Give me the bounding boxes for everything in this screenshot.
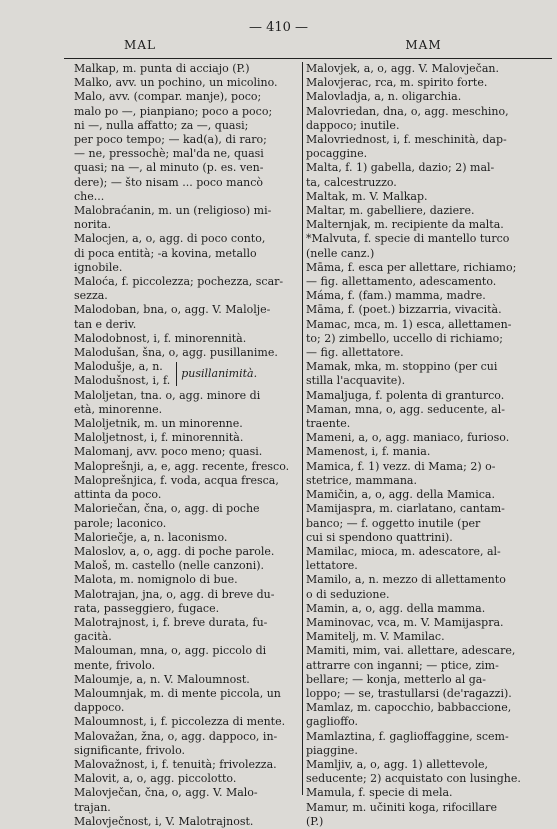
dictionary-entry	[306, 545, 552, 573]
entry-line: Mamula, f. specie di mela.	[306, 786, 453, 800]
entry-gloss: pusillanimità.	[181, 367, 258, 381]
dictionary-entry	[74, 531, 296, 545]
entry-line: Maloriečan, čna, o, agg. di poche	[74, 502, 260, 516]
entry-line: stetrice, mammana.	[306, 473, 417, 487]
dictionary-entry	[306, 431, 552, 445]
entry-line: cui si spendono quattrini).	[306, 530, 453, 544]
entry-line: Malocjen, a, o, agg. di poco conto,	[74, 232, 266, 246]
dictionary-entry	[74, 62, 296, 76]
entry-line: Malobraćanin, m. un (religioso) mi-	[74, 204, 272, 218]
dictionary-entry	[74, 431, 296, 445]
entry-line: lettatore.	[306, 559, 358, 573]
left-guide-word: MAL	[124, 38, 156, 52]
dictionary-entry	[74, 715, 296, 729]
entry-line: Maloumnost, i, f. piccolezza di mente.	[74, 715, 286, 729]
entry-line: Malota, m. nomignolo di bue.	[74, 573, 238, 587]
entry-line: (P.)	[306, 814, 324, 828]
entry-line: mente, frivolo.	[74, 658, 156, 672]
entry-line: traente.	[306, 417, 351, 431]
entry-line: Māma, f. esca per allettare, richiamo;	[306, 260, 517, 274]
entry-line: Malotrajnost, i, f. breve durata, fu-	[74, 615, 268, 629]
dictionary-entry	[306, 801, 552, 829]
dictionary-entry	[306, 758, 552, 786]
dictionary-entry	[306, 502, 552, 545]
entry-line: — fig. allettatore.	[306, 346, 404, 360]
entry-line: gaglioffo.	[306, 715, 359, 729]
entry-line: Mamenost, i, f. mania.	[306, 445, 431, 459]
entry-line: Mamak, mka, m. stoppino (per cui	[306, 360, 498, 374]
dictionary-entry	[306, 360, 552, 388]
dictionary-entry	[306, 786, 552, 800]
dictionary-entry	[306, 730, 552, 758]
entry-line: Mamilo, a, n. mezzo di allettamento	[306, 573, 506, 587]
dictionary-entry	[74, 360, 296, 388]
entry-line: Malotrajan, jna, o, agg. di breve du-	[74, 587, 275, 601]
entry-line: per poco tempo; — kad(a), di raro;	[74, 133, 267, 147]
dictionary-entry	[74, 786, 296, 814]
entry-line: Mamičin, a, o, agg. della Mamica.	[306, 488, 495, 502]
entry-line: Mamac, mca, m. 1) esca, allettamen-	[306, 317, 512, 331]
entry-line: — fig. allettamento, adescamento.	[306, 275, 497, 289]
entry-line: bellare; — konja, metterlo al ga-	[306, 672, 487, 686]
right-column	[306, 62, 552, 829]
entry-line: ignobile.	[74, 260, 123, 274]
dictionary-entry	[306, 161, 552, 189]
page-header	[0, 20, 557, 56]
entry-line: banco; — f. oggetto inutile (per	[306, 516, 481, 530]
dictionary-entry	[74, 417, 296, 431]
entry-line: che...	[74, 189, 105, 203]
entry-line: Mameni, a, o, agg. maniaco, furioso.	[306, 431, 510, 445]
entry-line: Maltak, m. V. Malkap.	[306, 189, 428, 203]
entry-line: stilla l'acquavite).	[306, 374, 406, 388]
page-number: — 410 —	[248, 20, 309, 35]
entry-line: Mamin, a, o, agg. della mamma.	[306, 601, 486, 615]
entry-line: significante, frivolo.	[74, 743, 185, 757]
entry-line: Malovjek, a, o, agg. V. Malovječan.	[306, 62, 499, 75]
dictionary-entry	[74, 303, 296, 331]
entry-line: Māma, f. (poet.) bizzarria, vivacità.	[306, 303, 502, 317]
dictionary-entry	[74, 502, 296, 530]
dictionary-entry	[306, 616, 552, 630]
entry-line: dappoco.	[74, 701, 125, 715]
entry-line: Malovječan, čna, o, agg. V. Malo-	[74, 786, 258, 800]
entry-line: di poca entità; -a kovina, metallo	[74, 246, 257, 260]
entry-line: trajan.	[74, 800, 111, 814]
entry-line: Mamljiv, a, o, agg. 1) allettevole,	[306, 757, 489, 771]
entry-line: loppo; — se, trastullarsi (de'ragazzi).	[306, 686, 512, 700]
dictionary-entry	[74, 460, 296, 474]
dictionary-entry	[74, 204, 296, 232]
dictionary-entry	[306, 62, 552, 76]
entry-line: Mamijaspra, m. ciarlatano, cantam-	[306, 502, 505, 516]
dictionary-entry	[306, 488, 552, 502]
entry-line: Malodobnost, i, f. minorennità.	[74, 331, 247, 345]
entry-line: Mamitelj, m. V. Mamilac.	[306, 630, 445, 644]
entry-line: Mamlaztina, f. gaglioffaggine, scem-	[306, 729, 509, 743]
entry-line: norita.	[74, 218, 111, 232]
entry-line: ta, calcestruzzo.	[306, 175, 397, 189]
entry-line: Maminovac, vca, m. V. Mamijaspra.	[306, 615, 504, 629]
dictionary-entry	[306, 90, 552, 104]
entry-line: malo po —, pianpiano; poco a poco;	[74, 104, 273, 118]
dictionary-entry	[306, 644, 552, 701]
dictionary-entry	[74, 332, 296, 346]
entry-line: Maman, mna, o, agg. seducente, al-	[306, 402, 505, 416]
entry-line: Mamaljuga, f. polenta di granturco.	[306, 388, 505, 402]
dictionary-entry	[74, 616, 296, 644]
entry-line: Mamiti, mim, vai. allettare, adescare,	[306, 644, 516, 658]
dictionary-entry	[74, 772, 296, 786]
entry-line: Malodoban, bna, o, agg. V. Malolje-	[74, 303, 271, 317]
dictionary-entry	[74, 90, 296, 204]
entry-line: Malodušje, a, n.	[74, 360, 163, 374]
entry-line: Malomanj, avv. poco meno; quasi.	[74, 445, 263, 459]
dictionary-entry	[306, 573, 552, 601]
dictionary-entry	[306, 303, 552, 317]
dictionary-entry	[74, 730, 296, 758]
dictionary-entry	[74, 815, 296, 829]
dictionary-entry	[74, 588, 296, 616]
entry-line: Maloslov, a, o, agg. di poche parole.	[74, 544, 275, 558]
entry-line: Malovječnost, i, V. Malotrajnost.	[74, 814, 254, 828]
dictionary-entry	[74, 644, 296, 672]
entry-line: Maloumnjak, m. di mente piccola, un	[74, 686, 281, 700]
entry-line: Malovit, a, o, agg. piccolotto.	[74, 772, 237, 786]
entry-line: rata, passeggiero, fugace.	[74, 601, 220, 615]
entry-line: Máma, f. (fam.) mamma, madre.	[306, 289, 486, 303]
entry-line: Mamilac, mioca, m. adescatore, al-	[306, 544, 501, 558]
entry-line: ni —, nulla affatto; za —, quasi;	[74, 118, 249, 132]
dictionary-entry	[306, 218, 552, 232]
dictionary-entry	[306, 602, 552, 616]
brace-glyph	[176, 362, 177, 386]
dictionary-entry	[306, 232, 552, 260]
entry-line: Maloljetnik, m. un minorenne.	[74, 417, 243, 431]
entry-line: Malodušan, šna, o, agg. pusillanime.	[74, 346, 278, 360]
entry-line: quasi; na —, al minuto (p. es. ven-	[74, 161, 264, 175]
dictionary-entry	[306, 630, 552, 644]
entry-line: (nelle canz.)	[306, 246, 375, 260]
entry-line: gacità.	[74, 630, 112, 644]
dictionary-entry	[74, 573, 296, 587]
dictionary-entry	[74, 559, 296, 573]
entry-line: Maloljetan, tna. o, agg. minore di	[74, 388, 261, 402]
entry-line: Maloprešnji, a, e, agg. recente, fresco.	[74, 459, 290, 473]
entry-line: Malovažan, žna, o, agg. dappoco, in-	[74, 729, 278, 743]
left-column	[74, 62, 296, 829]
dictionary-entry	[74, 687, 296, 715]
entry-line: Maloljetnost, i, f. minorennità.	[74, 431, 244, 445]
dictionary-entry	[306, 76, 552, 90]
dictionary-entry	[306, 460, 552, 488]
entry-line: dappoco; inutile.	[306, 118, 400, 132]
dictionary-entry	[306, 204, 552, 218]
dictionary-entry	[306, 318, 552, 361]
dictionary-entry	[74, 445, 296, 459]
entry-line: Malternjak, m. recipiente da malta.	[306, 218, 504, 232]
entry-line: Malta, f. 1) gabella, dazio; 2) mal-	[306, 161, 495, 175]
dictionary-entry	[306, 105, 552, 133]
dictionary-entry	[306, 701, 552, 729]
entry-line: attrarre con inganni; — ptice, zim-	[306, 658, 499, 672]
dictionary-entry	[306, 133, 552, 161]
dictionary-entry	[74, 545, 296, 559]
entry-line: tan e deriv.	[74, 317, 137, 331]
entry-line: pocaggine.	[306, 147, 368, 161]
dictionary-entry	[74, 76, 296, 90]
entry-line: sezza.	[74, 289, 108, 303]
dictionary-entry	[306, 445, 552, 459]
entry-line: Mamlaz, m. capocchio, babbaccione,	[306, 701, 512, 715]
entry-line: seducente; 2) acquistato con lusinghe.	[306, 772, 521, 786]
entry-line: età, minorenne.	[74, 402, 163, 416]
entry-line: Mamica, f. 1) vezz. di Mama; 2) o-	[306, 459, 496, 473]
entry-line: *Malvuta, f. specie di mantello turco	[306, 232, 510, 246]
dictionary-entry	[306, 389, 552, 403]
dictionary-entry	[74, 673, 296, 687]
dictionary-entry	[74, 275, 296, 303]
entry-line: Malovažnost, i, f. tenuità; frivolezza.	[74, 757, 277, 771]
entry-line: Malovriednost, i, f. meschinità, dap-	[306, 133, 507, 147]
entry-line: parole; laconico.	[74, 516, 167, 530]
entry-line: Maloš, m. castello (nelle canzoni).	[74, 559, 265, 573]
entry-line: o di seduzione.	[306, 587, 390, 601]
entry-line: — ne, pressochè; mal'da ne, quasi	[74, 147, 264, 161]
dictionary-entry	[306, 289, 552, 303]
entry-line: Malovladja, a, n. oligarchia.	[306, 90, 462, 104]
dictionary-entry	[306, 261, 552, 289]
entry-line: attinta da poco.	[74, 488, 162, 502]
entry-line: Maloumje, a, n. V. Maloumnost.	[74, 672, 250, 686]
entry-line: Malodušnost, i, f.	[74, 374, 171, 388]
dictionary-entry	[74, 474, 296, 502]
entry-line: Maltar, m. gabelliere, daziere.	[306, 204, 475, 218]
dictionary-entry	[306, 403, 552, 431]
dictionary-entry	[74, 232, 296, 275]
entry-line: Maloriečje, a, n. laconismo.	[74, 530, 228, 544]
dictionary-entry	[306, 190, 552, 204]
entry-line: Malkap, m. punta di acciajo (P.)	[74, 62, 250, 75]
dictionary-entry	[74, 346, 296, 360]
header-rule	[64, 58, 552, 59]
dictionary-entry	[74, 389, 296, 417]
entry-line: Malovriedan, dna, o, agg. meschino,	[306, 104, 509, 118]
entry-line: Mamur, m. učiniti koga, rifocillare	[306, 800, 497, 814]
dictionary-entry	[74, 758, 296, 772]
entry-line: Maloprešnjica, f. voda, acqua fresca,	[74, 473, 279, 487]
entry-line: Malko, avv. un pochino, un micolino.	[74, 76, 278, 90]
entry-line: Malo, avv. (compar. manje), poco;	[74, 90, 262, 104]
entry-line: dere); — što nisam ... poco mancò	[74, 175, 264, 189]
entry-line: Maloća, f. piccolezza; pochezza, scar-	[74, 275, 284, 289]
right-guide-word: MAM	[405, 38, 442, 52]
entry-line: Malovjerac, rca, m. spirito forte.	[306, 76, 488, 90]
column-divider	[302, 62, 303, 795]
entry-line: Malouman, mna, o, agg. piccolo di	[74, 644, 267, 658]
entry-line: piaggine.	[306, 743, 358, 757]
entry-line: to; 2) zimbello, uccello di richiamo;	[306, 331, 503, 345]
